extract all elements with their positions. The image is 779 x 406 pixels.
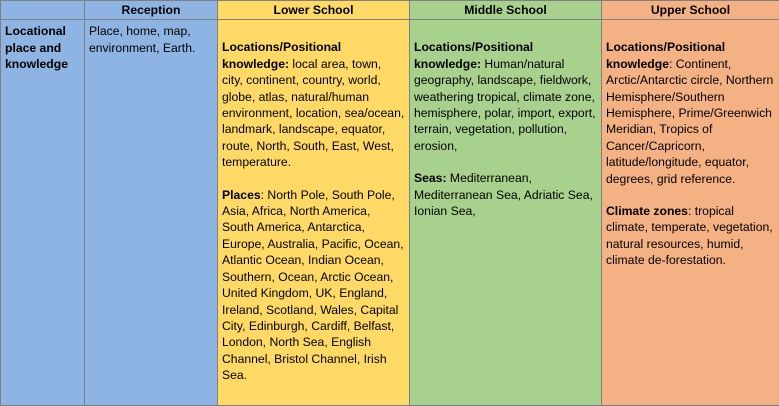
row-topic-cell [1, 20, 85, 406]
middle-locations-paragraph [414, 39, 597, 154]
reception-cell [85, 20, 218, 406]
upper-climate-label: Climate zones [606, 204, 688, 219]
lower-places-label: Places [222, 187, 261, 202]
upper-locations-label: Locations/Positional knowledge [606, 40, 726, 71]
middle-school-cell [410, 20, 602, 406]
upper-locations-paragraph [606, 39, 775, 187]
upper-climate-text: : tropical climate, temperate, vegetation, natural resources, humid, climate de-forestation. [606, 204, 773, 268]
upper-locations-text: : Continent, Arctic/Antarctic circle, Northern Hemisphere/Southern Hemisphere, Prime/Greenwich Meridian, Tropics of Cancer/Capricorn, latitude/longitude, equator, degrees, grid reference. [606, 56, 774, 186]
header-middle-school: Middle School [410, 1, 602, 20]
locational-row [1, 20, 779, 406]
lower-places-paragraph [222, 187, 405, 384]
header-reception: Reception [85, 1, 218, 20]
upper-school-cell [602, 20, 779, 406]
middle-seas-paragraph [414, 170, 597, 219]
reception-text: Place, home, map, environment, Earth. [89, 24, 196, 55]
lower-school-cell [218, 20, 410, 406]
middle-seas-text: Mediterranean, Mediterranean Sea, Adriatic Sea, Ionian Sea, [414, 171, 593, 219]
header-corner [1, 1, 85, 20]
lower-locations-label: Locations/Positional knowledge: [222, 40, 342, 71]
row-topic: Locational place and knowledge [5, 24, 68, 72]
header-row [1, 1, 779, 20]
middle-seas-label: Seas: [414, 171, 447, 186]
upper-climate-paragraph [606, 203, 775, 269]
header-lower-school: Lower School [218, 1, 410, 20]
lower-locations-text: local area, town, city, continent, country, world, globe, atlas, natural/human environment, location, sea/ocean, landmark, landscape, equator, route, North, South, East, West, temperature. [222, 56, 405, 170]
header-upper-school: Upper School [602, 1, 779, 20]
lower-places-text: : North Pole, South Pole, Asia, Africa, North America, South America, Antarctica, Europe, Australia, Pacific, Ocean, Atlantic Ocean, Indian Ocean, Southern, Ocean, Arctic Ocean, United Kingdom, UK, England, Ireland, Scotland, Wales, Capital City, Edinburgh, Cardiff, Belfast, London, North Sea, English Channel, Bristol Channel, Irish Sea. [222, 187, 404, 383]
middle-locations-text: Human/natural geography, landscape, fieldwork, weathering tropical, climate zone, hemisphere, polar, import, export, terrain, vegetation, pollution, erosion, [414, 56, 596, 153]
middle-locations-label: Locations/Positional knowledge: [414, 40, 534, 71]
lower-locations-paragraph [222, 39, 405, 170]
